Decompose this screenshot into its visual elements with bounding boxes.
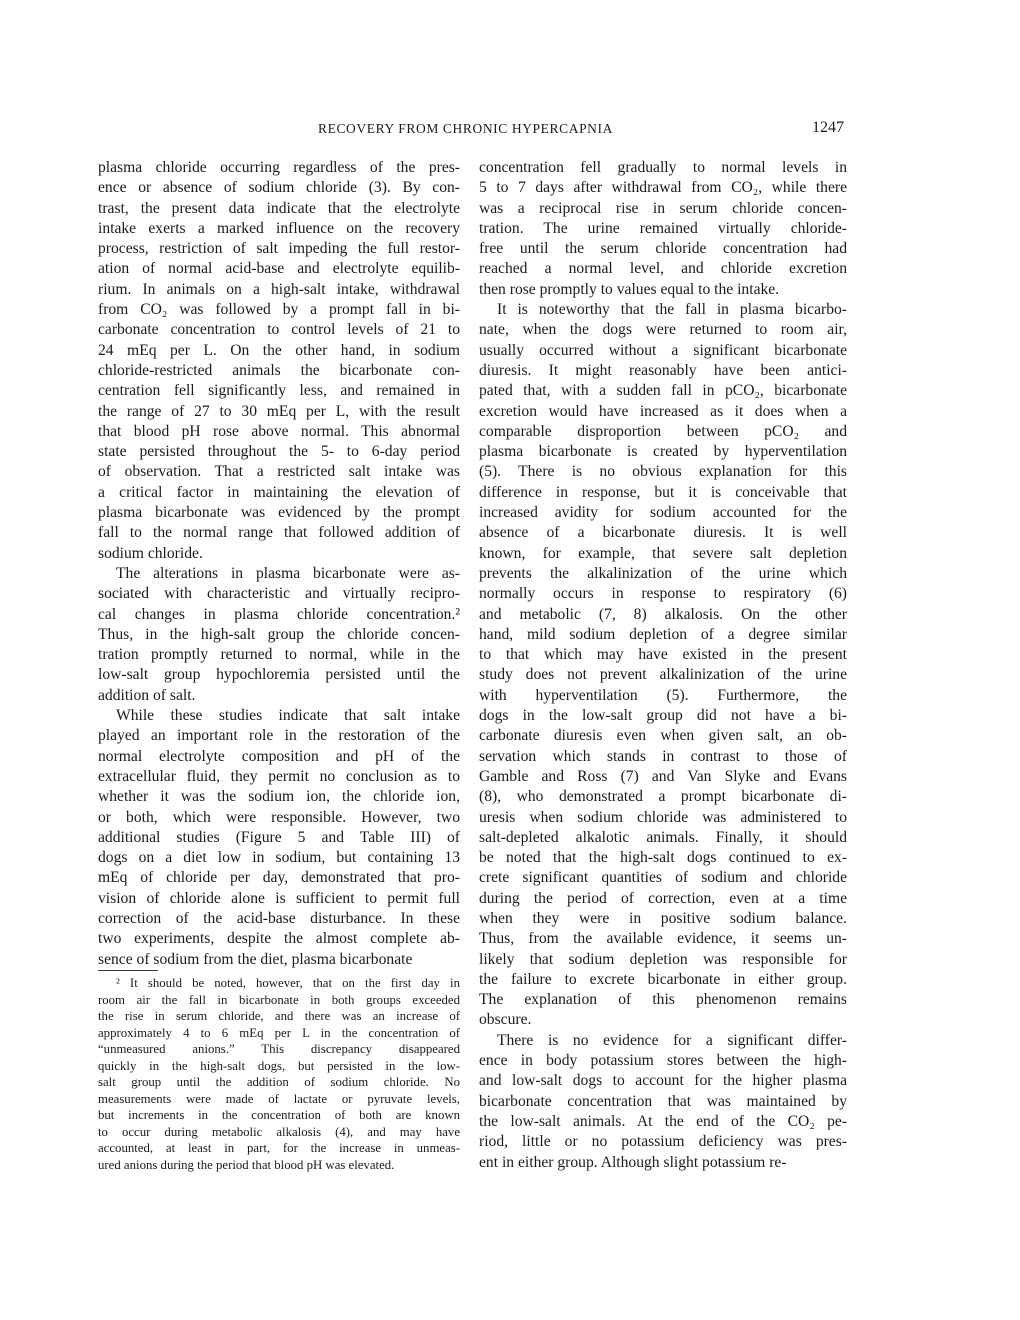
body-text-line: plasma bicarbonate is created by hyperventilation (479, 443, 847, 461)
footnote-line: measurements were made of lactate or pyruvate levels, (98, 1091, 460, 1106)
body-text-line: or both, which were responsible. However, two (98, 808, 460, 826)
body-text-line: (8), who demonstrated a prompt bicarbonate di- (479, 788, 847, 806)
body-text-line: be noted that the high-salt dogs continued to ex- (479, 849, 847, 867)
body-text-line: diuresis. It might reasonably have been antici- (479, 361, 847, 379)
body-text-line: crete significant quantities of sodium and chloride (479, 869, 847, 887)
body-text-line: absence of a bicarbonate diuresis. It is well (479, 524, 847, 542)
body-text-line: process, restriction of salt impeding the full restor- (98, 240, 460, 258)
body-text-line: during the period of correction, even at a time (479, 889, 847, 907)
body-text-line: normal electrolyte composition and pH of the (98, 747, 460, 765)
body-text-line: Gamble and Ross (7) and Van Slyke and Evans (479, 767, 847, 785)
body-text-line: Thus, in the high-salt group the chloride concen- (98, 625, 460, 643)
body-text-line: whether it was the sodium ion, the chloride ion, (98, 788, 460, 806)
footnote-line: to occur during metabolic alkalosis (4), and may have (98, 1124, 460, 1139)
body-text-line: addition of salt. (98, 686, 196, 704)
body-text-line: centration fell significantly less, and remained in (98, 382, 460, 400)
body-text-line: then rose promptly to values equal to the intake. (479, 280, 780, 298)
body-text-line: a critical factor in maintaining the elevation of (98, 483, 460, 501)
body-text-line: sodium chloride. (98, 544, 203, 562)
body-text-line: ence or absence of sodium chloride (3). By con- (98, 179, 460, 197)
body-text-line: servation which stands in contrast to those of (479, 747, 847, 765)
body-text-line: uresis when sodium chloride was administered to (479, 808, 847, 826)
body-text-line: dogs on a diet low in sodium, but containing 13 (98, 849, 460, 867)
body-text-line: carbonate diuresis even when given salt, an ob- (479, 727, 847, 745)
body-text-line: The alterations in plasma bicarbonate were as- (116, 564, 460, 582)
body-text-line: 24 mEq per L. On the other hand, in sodium (98, 341, 460, 359)
body-text-line: sence of sodium from the diet, plasma bicarbonate (98, 950, 413, 968)
footnote-line: the rise in serum chloride, and there was an increase of (98, 1009, 460, 1023)
body-text-line: with hyperventilation (5). Furthermore, the (479, 686, 847, 704)
body-text-line: comparable disproportion between pCO₂ and (479, 422, 847, 440)
footnote-line: salt group until the addition of sodium chloride. No (98, 1075, 460, 1089)
body-text-line: to that which may have existed in the present (479, 646, 847, 664)
body-text-line: the range of 27 to 30 mEq per L, with the result (98, 402, 460, 420)
body-text-line: concentration fell gradually to normal levels in (479, 159, 847, 176)
footnote-line: ured anions during the period that blood pH was elevated. (98, 1157, 395, 1172)
footnote-line: approximately 4 to 6 mEq per L in the concentration of (98, 1025, 460, 1040)
body-text-line: reached a normal level, and chloride excretion (479, 260, 847, 278)
body-text-line: cal changes in plasma chloride concentration.² (98, 605, 460, 623)
footnote-line: accounted, at least in part, for the increase in unmeas- (98, 1141, 460, 1155)
body-text-line: bicarbonate concentration that was maintained by (479, 1092, 847, 1110)
body-text-line: when they were in positive sodium balance. (479, 909, 847, 927)
body-text-line: rium. In animals on a high-salt intake, withdrawal (98, 280, 460, 298)
body-text-line: 5 to 7 days after withdrawal from CO₂, while there (479, 179, 847, 197)
body-text-line: correction of the acid-base disturbance. In these (98, 909, 460, 927)
body-text-line: chloride-restricted animals the bicarbonate con- (98, 361, 460, 379)
body-text-line: prevents the alkalinization of the urine which (479, 564, 847, 582)
footnote-rule (98, 970, 158, 971)
body-text-line: plasma bicarbonate was evidenced by the prompt (98, 504, 460, 522)
body-text-line: likely that sodium depletion was responsible for (479, 950, 847, 968)
body-text-line: carbonate concentration to control levels of 21 to (98, 321, 460, 339)
body-text-line: vision of chloride alone is sufficient to permit full (98, 889, 460, 907)
body-text-line: study does not prevent alkalinization of the urine (479, 666, 847, 684)
body-text-line: that blood pH rose above normal. This abnormal (98, 422, 460, 440)
left-column (98, 158, 460, 970)
body-text-line: of observation. That a restricted salt intake was (98, 463, 460, 481)
body-text-line: additional studies (Figure 5 and Table III) of (98, 828, 460, 846)
footnote-line: “unmeasured anions.” This discrepancy disappeared (98, 1042, 460, 1056)
body-text-line: riod, little or no potassium deficiency was pres- (479, 1133, 847, 1151)
body-text-line: tration. The urine remained virtually chloride- (479, 219, 847, 237)
body-text-line: intake exerts a marked influence on the recovery (98, 219, 460, 237)
body-text-line: sociated with characteristic and virtually recipro- (98, 585, 460, 603)
body-text-line: and metabolic (7, 8) alkalosis. On the other (479, 605, 847, 623)
body-text-line: extracellular fluid, they permit no conclusion as to (98, 767, 460, 785)
body-text-line: excretion would have increased as it does when a (479, 402, 847, 420)
body-text-line: trast, the present data indicate that the electrolyte (98, 199, 460, 217)
body-text-line: Thus, from the available evidence, it seems un- (479, 930, 847, 948)
body-text-line: dogs in the low-salt group did not have a bi- (479, 707, 847, 725)
body-text-line: tration promptly returned to normal, while in the (98, 646, 460, 664)
body-text-line: low-salt group hypochloremia persisted until the (98, 666, 460, 684)
body-text-line: increased avidity for sodium accounted for the (479, 504, 847, 522)
right-column (479, 158, 847, 1173)
running-head: RECOVERY FROM CHRONIC HYPERCAPNIA (318, 121, 613, 136)
body-text-line: from CO₂ was followed by a prompt fall in bi- (98, 301, 460, 319)
body-text-line: hand, mild sodium depletion of a degree similar (479, 625, 847, 643)
body-text-line: mEq of chloride per day, demonstrated that pro- (98, 869, 460, 887)
body-text-line: (5). There is no obvious explanation for this (479, 463, 847, 481)
body-text-line: ent in either group. Although slight potassium re- (479, 1153, 787, 1171)
body-text-line: nate, when the dogs were returned to room air, (479, 321, 847, 339)
body-text-line: and low-salt dogs to account for the higher plasma (479, 1072, 847, 1090)
body-text-line: known, for example, that severe salt depletion (479, 544, 847, 562)
body-text-line: difference in response, but it is conceivable that (479, 483, 847, 501)
body-text-line: was a reciprocal rise in serum chloride concen- (479, 199, 847, 217)
body-text-line: There is no evidence for a significant differ- (497, 1031, 847, 1049)
body-text-line: obscure. (479, 1011, 532, 1029)
body-text-line: fall to the normal range that followed addition of (98, 524, 460, 542)
body-text-line: played an important role in the restoration of the (98, 727, 460, 745)
body-text-line: ation of normal acid-base and electrolyte equilib- (98, 260, 460, 278)
body-text-line: free until the serum chloride concentration had (479, 240, 847, 258)
page-number: 1247 (812, 119, 844, 136)
footnote-line: quickly in the high-salt dogs, but persisted in the low- (98, 1058, 460, 1073)
footnote-line: but increments in the concentration of both are known (98, 1108, 460, 1122)
body-text-line: ence in body potassium stores between the high- (479, 1052, 847, 1070)
body-text-line: While these studies indicate that salt intake (116, 707, 460, 725)
body-text-line: It is noteworthy that the fall in plasma bicarbo- (497, 301, 847, 319)
footnote-line: room air the fall in bicarbonate in both groups exceeded (98, 992, 460, 1007)
body-text-line: normally occurs in response to respiratory (6) (479, 585, 847, 603)
body-text-line: The explanation of this phenomenon remains (479, 991, 847, 1009)
body-text-line: usually occurred without a significant bicarbonate (479, 341, 847, 359)
body-text-line: the failure to excrete bicarbonate in either group. (479, 970, 847, 988)
body-text-line: state persisted throughout the 5- to 6-day period (98, 443, 460, 461)
body-text-line: the low-salt animals. At the end of the CO₂ pe- (479, 1112, 847, 1130)
footnote (98, 975, 460, 1173)
body-text-line: salt-depleted alkalotic animals. Finally, it should (479, 828, 847, 846)
body-text-line: pated that, with a sudden fall in pCO₂, bicarbonate (479, 382, 847, 400)
body-text-line: plasma chloride occurring regardless of the pres- (98, 159, 460, 176)
footnote-line: ² It should be noted, however, that on the first day in (116, 976, 460, 990)
body-text-line: two experiments, despite the almost complete ab- (98, 930, 460, 948)
